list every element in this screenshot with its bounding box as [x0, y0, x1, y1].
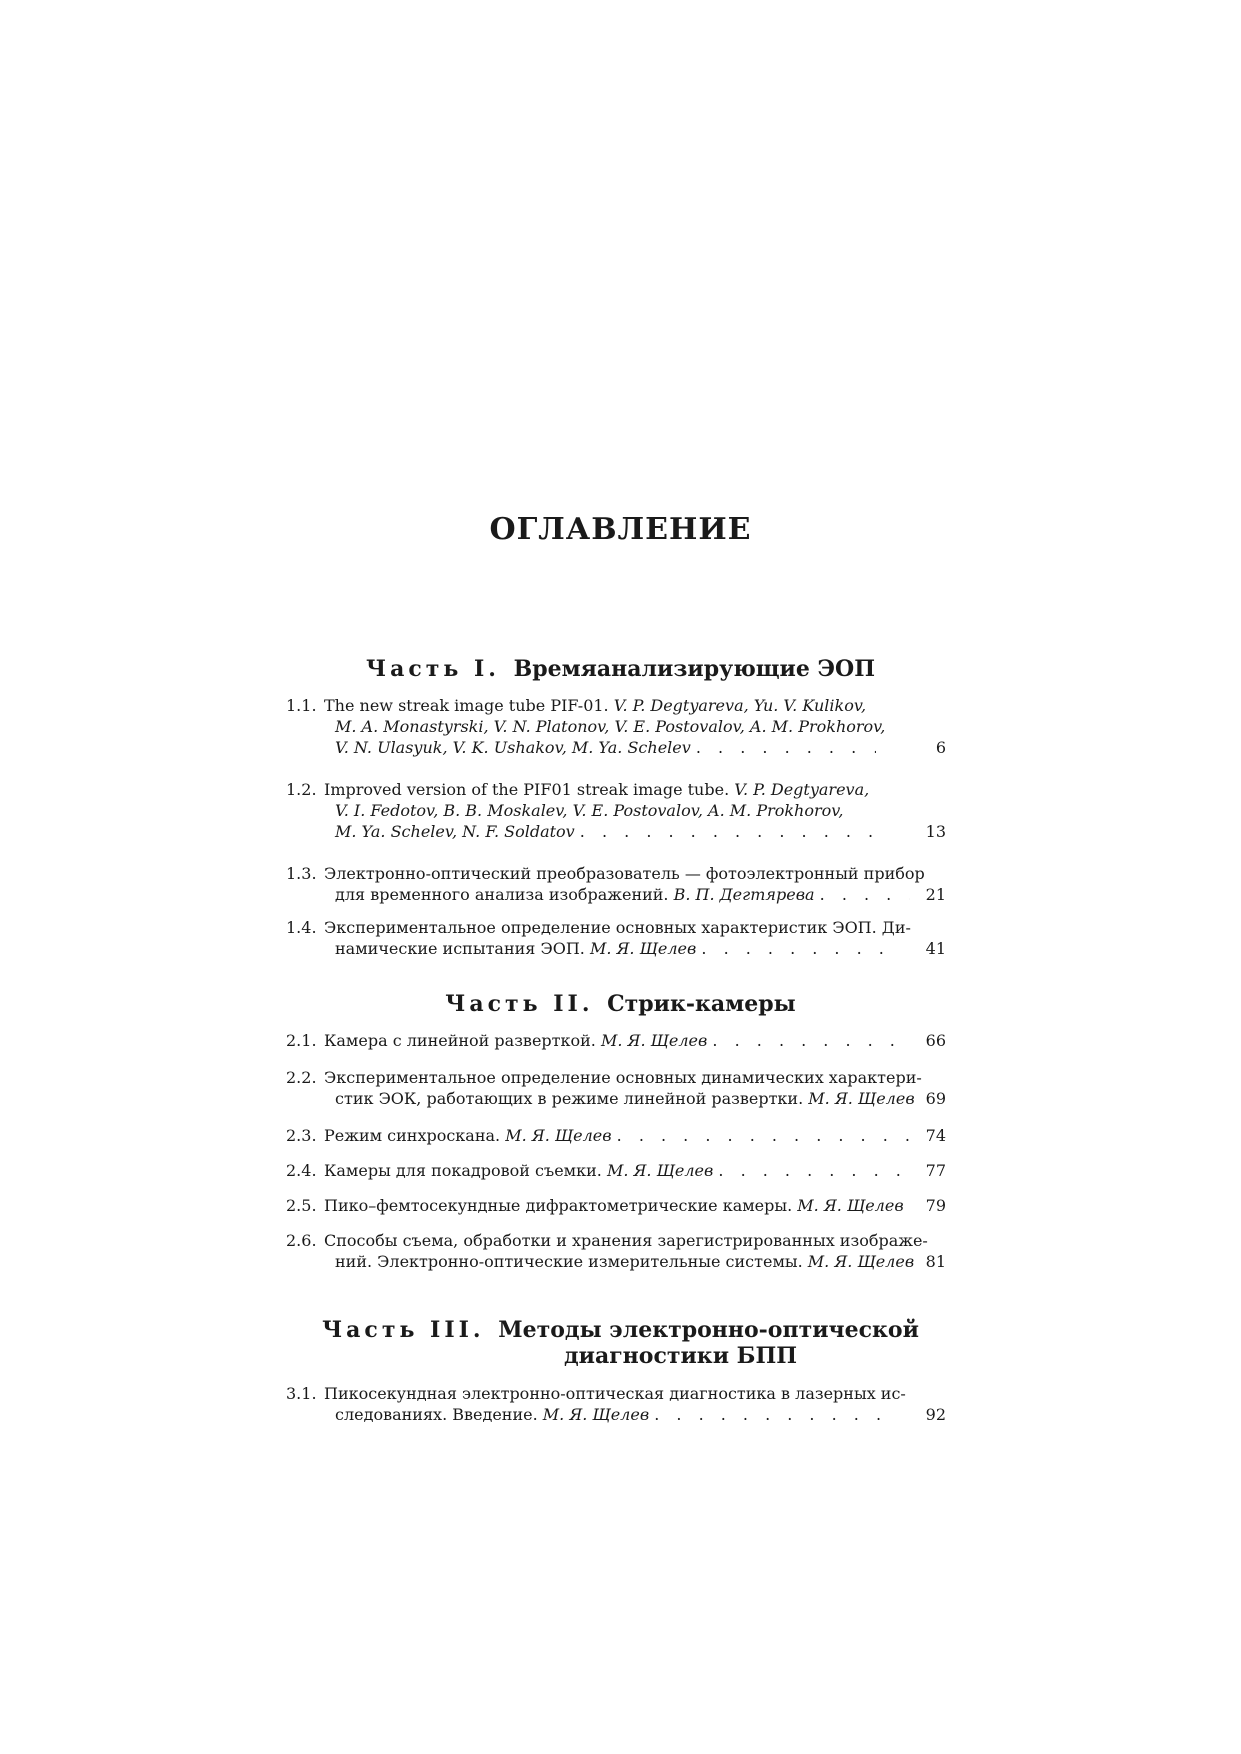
entry-title: Экспериментальное определение основных динамических характери- — [324, 1068, 922, 1087]
entry-authors: М. Я. Щелев — [797, 1196, 904, 1215]
part-3-name-cont: диагностики БПП — [563, 1343, 798, 1369]
entry-title: стик ЭОК, работающих в режиме линейной развертки. — [335, 1089, 804, 1108]
dot-leader — [617, 1125, 917, 1146]
entry-title: Improved version of the PIF01 streak image tube. — [324, 780, 730, 799]
entry-title: Пикосекундная электронно-оптическая диагностика в лазерных ис- — [324, 1384, 906, 1403]
entry-page-number: 92 — [925, 1405, 946, 1424]
toc-entry-2-1[interactable] — [286, 1030, 946, 1051]
part-1-heading — [0, 656, 1241, 682]
entry-authors: В. П. Дегтярева — [673, 885, 815, 904]
entry-page-number: 13 — [925, 822, 946, 841]
dot-leader — [580, 821, 880, 842]
entry-number: 2.4. — [286, 1161, 317, 1180]
entry-number: 1.3. — [286, 864, 317, 883]
entry-title: Электронно-оптический преобразователь — фотоэлектронный прибор — [324, 864, 925, 883]
dot-leader — [820, 884, 910, 905]
entry-authors: М. Я. Щелев — [505, 1126, 612, 1145]
toc-entry-1-1[interactable] — [286, 695, 946, 758]
entry-number: 1.2. — [286, 780, 317, 799]
entry-number: 1.4. — [286, 918, 317, 937]
toc-entry-2-3[interactable] — [286, 1125, 946, 1146]
entry-number: 2.6. — [286, 1231, 317, 1250]
dot-leader — [701, 938, 901, 959]
entry-number: 2.2. — [286, 1068, 317, 1087]
entry-authors: М. Я. Щелев — [808, 1089, 915, 1108]
part-3-label: Часть III. — [322, 1317, 485, 1343]
dot-leader — [718, 1160, 908, 1181]
entry-number: 2.1. — [286, 1031, 317, 1050]
entry-authors: M. Ya. Schelev, N. F. Soldatov — [335, 822, 575, 841]
entry-authors: М. Я. Щелев — [606, 1161, 714, 1180]
entry-authors: V. N. Ulasyuk, V. K. Ushakov, M. Ya. Schelev — [335, 738, 691, 757]
part-2-name: Стрик-камеры — [607, 991, 796, 1017]
entry-title: намические испытания ЭОП. — [335, 939, 585, 958]
entry-page-number: 77 — [925, 1161, 946, 1180]
toc-entry-1-2[interactable] — [286, 779, 946, 842]
toc-entry-1-3[interactable] — [286, 863, 946, 905]
toc-entry-3-1[interactable] — [286, 1383, 946, 1425]
toc-title: ОГЛАВЛЕНИЕ — [489, 512, 752, 547]
entry-page-number: 74 — [925, 1126, 946, 1145]
entry-authors: М. Я. Щелев — [589, 939, 697, 958]
part-3-name: Методы электронно-оптической — [498, 1317, 919, 1343]
part-3-heading — [0, 1317, 1241, 1369]
toc-entry-1-4[interactable] — [286, 917, 946, 959]
entry-title: Способы съема, обработки и хранения зарегистрированных изображе- — [324, 1231, 928, 1250]
entry-title: Режим синхроскана. — [324, 1126, 501, 1145]
entry-number: 2.5. — [286, 1196, 317, 1215]
entry-page-number: 79 — [925, 1196, 946, 1215]
entry-title: Камеры для покадровой съемки. — [324, 1161, 602, 1180]
entry-title: Экспериментальное определение основных характеристик ЭОП. Ди- — [324, 918, 911, 937]
entry-title: для временного анализа изображений. — [335, 885, 669, 904]
toc-entry-2-6[interactable] — [286, 1230, 946, 1272]
dot-leader — [696, 737, 876, 758]
entry-authors: V. P. Degtyareva, Yu. V. Kulikov, — [613, 696, 867, 715]
entry-title: Пико–фемтосекундные дифрактометрические камеры. — [324, 1196, 793, 1215]
entry-number: 3.1. — [286, 1384, 317, 1403]
entry-title: следованиях. Введение. — [335, 1405, 538, 1424]
entry-authors: М. Я. Щелев — [807, 1252, 915, 1271]
entry-page-number: 69 — [925, 1089, 946, 1108]
entry-authors: M. A. Monastyrski, V. N. Platonov, V. E. Postovalov, A. M. Prokhorov, — [335, 717, 886, 736]
entry-authors: М. Я. Щелев — [600, 1031, 708, 1050]
entry-authors: М. Я. Щелев — [542, 1405, 650, 1424]
part-1-name: Времяанализирующие ЭОП — [513, 656, 875, 682]
entry-title: Камера с линейной разверткой. — [324, 1031, 596, 1050]
entry-page-number: 21 — [925, 885, 946, 904]
entry-number: 2.3. — [286, 1126, 317, 1145]
part-1-label: Часть I. — [366, 656, 500, 682]
entry-page-number: 81 — [925, 1252, 946, 1271]
part-2-heading — [0, 991, 1241, 1017]
entry-page-number: 41 — [925, 939, 946, 958]
dot-leader — [712, 1030, 912, 1051]
toc-entry-2-4[interactable] — [286, 1160, 946, 1181]
entry-number: 1.1. — [286, 696, 317, 715]
dot-leader — [654, 1404, 894, 1425]
entry-page-number: 6 — [935, 738, 946, 757]
entry-title: The new streak image tube PIF-01. — [324, 696, 609, 715]
entry-page-number: 66 — [925, 1031, 946, 1050]
toc-entry-2-5[interactable] — [286, 1195, 946, 1216]
entry-title: ний. Электронно-оптические измерительные системы. — [335, 1252, 803, 1271]
part-2-label: Часть II. — [445, 991, 594, 1017]
entry-authors: V. P. Degtyareva, — [734, 780, 870, 799]
entry-authors: V. I. Fedotov, B. B. Moskalev, V. E. Postovalov, A. M. Prokhorov, — [335, 801, 844, 820]
toc-entry-2-2[interactable] — [286, 1067, 946, 1109]
